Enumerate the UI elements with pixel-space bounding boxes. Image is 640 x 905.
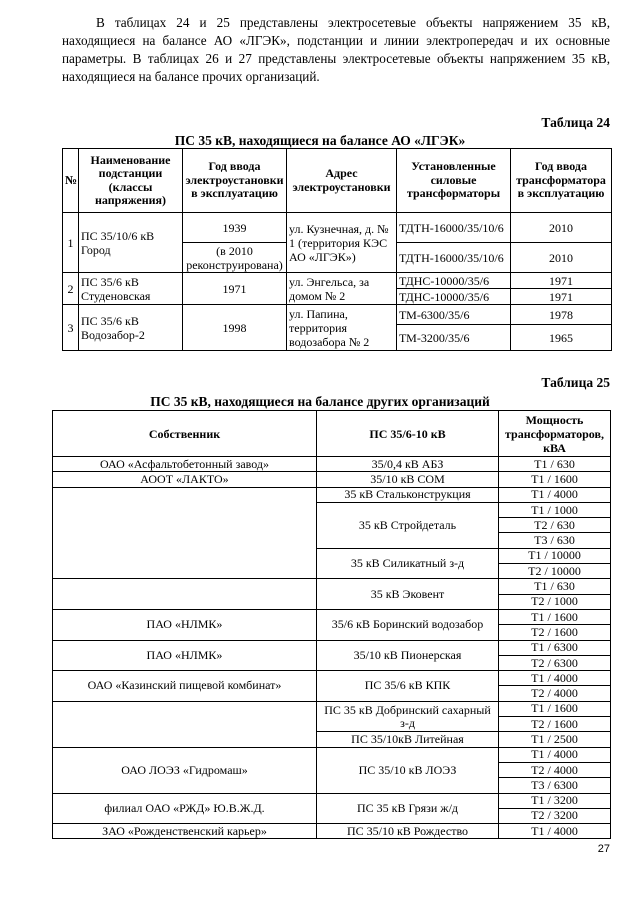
substation: 35/0,4 кВ АБЗ xyxy=(317,457,499,472)
table-row xyxy=(53,472,611,487)
table-25-label: Таблица 25 xyxy=(541,375,610,390)
substation: ПС 35/6 кВ КПК xyxy=(317,671,499,702)
owner xyxy=(53,701,317,747)
transformer-power: Т3 / 6300 xyxy=(499,778,611,793)
substation: 35 кВ Силикатный з-д xyxy=(317,548,499,579)
transformer-power: Т1 / 1600 xyxy=(499,609,611,624)
transformer: ТМ-6300/35/6 xyxy=(397,305,511,325)
transformer-power: Т3 / 630 xyxy=(499,533,611,548)
substation: 35 кВ Стальконструкция xyxy=(317,487,499,502)
transformer: ТДТН-16000/35/10/6 xyxy=(397,243,511,273)
commission-year: 1939 xyxy=(183,213,287,243)
header-substation: ПС 35/6-10 кВ xyxy=(317,411,499,457)
substation-name: ПС 35/6 кВ Водозабор-2 xyxy=(79,305,183,351)
table-row xyxy=(63,213,612,243)
transformer-year: 2010 xyxy=(511,243,612,273)
transformer-power: Т1 / 2500 xyxy=(499,732,611,747)
substation: ПС 35 кВ Грязи ж/д xyxy=(317,793,499,824)
transformer-power: Т1 / 4000 xyxy=(499,487,611,502)
table-25-header-row xyxy=(53,411,611,457)
table-row xyxy=(53,487,611,502)
transformer-power: Т2 / 4000 xyxy=(499,762,611,777)
table-row xyxy=(53,609,611,624)
transformer-power: Т1 / 4000 xyxy=(499,671,611,686)
row-number: 2 xyxy=(63,273,79,305)
owner: ОАО ЛОЭЗ «Гидромаш» xyxy=(53,747,317,793)
header-power: Мощность трансформаторов, кВА xyxy=(499,411,611,457)
page-number: 27 xyxy=(597,843,610,855)
substation-name: ПС 35/6 кВ Студеновская xyxy=(79,273,183,305)
transformer-power: Т1 / 1600 xyxy=(499,701,611,716)
table-row xyxy=(53,640,611,655)
address: ул. Папина, территория водозабора № 2 xyxy=(287,305,397,351)
transformer-power: Т2 / 3200 xyxy=(499,808,611,823)
address: ул. Энгельса, за домом № 2 xyxy=(287,273,397,305)
commission-year: 1998 xyxy=(183,305,287,351)
transformer-power: Т2 / 1000 xyxy=(499,594,611,609)
header-transformer-year: Год ввода трансформатора в эксплуатацию xyxy=(511,149,612,213)
table-24-label: Таблица 24 xyxy=(541,115,610,130)
owner xyxy=(53,487,317,579)
transformer-power: Т2 / 10000 xyxy=(499,564,611,579)
transformer: ТДТН-16000/35/10/6 xyxy=(397,213,511,243)
substation-name: ПС 35/10/6 кВ Город xyxy=(79,213,183,273)
owner: ЗАО «Рожденственский карьер» xyxy=(53,824,317,839)
transformer-power: Т2 / 630 xyxy=(499,518,611,533)
transformer-power: Т1 / 4000 xyxy=(499,824,611,839)
transformer-power: Т1 / 1000 xyxy=(499,502,611,517)
substation: 35/6 кВ Боринский водозабор xyxy=(317,609,499,640)
owner: ПАО «НЛМК» xyxy=(53,640,317,671)
transformer-power: Т1 / 4000 xyxy=(499,747,611,762)
transformer: ТДНС-10000/35/6 xyxy=(397,273,511,289)
table-row xyxy=(63,273,612,289)
table-25-title: ПС 35 кВ, находящиеся на балансе других организаций xyxy=(150,394,490,409)
substation: 35/10 кВ СОМ xyxy=(317,472,499,487)
substation: 35 кВ Стройдеталь xyxy=(317,502,499,548)
transformer-power: Т1 / 3200 xyxy=(499,793,611,808)
owner: ОАО «Казинский пищевой комбинат» xyxy=(53,671,317,702)
transformer-power: Т2 / 1600 xyxy=(499,717,611,732)
header-year: Год ввода электроустановки в эксплуатацию xyxy=(183,149,287,213)
substation: ПС 35 кВ Добринский сахарный з-д xyxy=(317,701,499,732)
table-24-title: ПС 35 кВ, находящиеся на балансе АО «ЛГЭК» xyxy=(174,133,466,148)
table-row xyxy=(53,793,611,808)
transformer-power: Т1 / 6300 xyxy=(499,640,611,655)
transformer-power: Т2 / 6300 xyxy=(499,655,611,670)
row-number: 3 xyxy=(63,305,79,351)
transformer-power: Т1 / 1600 xyxy=(499,472,611,487)
transformer-year: 1965 xyxy=(511,325,612,351)
transformer-power: Т1 / 10000 xyxy=(499,548,611,563)
table-25 xyxy=(52,410,611,839)
substation: 35/10 кВ Пионерская xyxy=(317,640,499,671)
transformer-power: Т1 / 630 xyxy=(499,579,611,594)
owner xyxy=(53,579,317,610)
header-owner: Собственник xyxy=(53,411,317,457)
transformer-year: 2010 xyxy=(511,213,612,243)
header-address: Адрес электроустановки xyxy=(287,149,397,213)
table-row xyxy=(53,457,611,472)
transformer-year: 1978 xyxy=(511,305,612,325)
owner: филиал ОАО «РЖД» Ю.В.Ж.Д. xyxy=(53,793,317,824)
substation: ПС 35/10кВ Литейная xyxy=(317,732,499,747)
commission-year: 1971 xyxy=(183,273,287,305)
header-name: Наименование подстанции (классы напряжения) xyxy=(79,149,183,213)
table-row xyxy=(53,824,611,839)
table-24-header-row xyxy=(63,149,612,213)
row-number: 1 xyxy=(63,213,79,273)
substation: ПС 35/10 кВ Рождество xyxy=(317,824,499,839)
transformer-year: 1971 xyxy=(511,273,612,289)
table-row xyxy=(63,305,612,325)
table-row xyxy=(53,671,611,686)
transformer-power: Т1 / 630 xyxy=(499,457,611,472)
table-row xyxy=(53,747,611,762)
intro-paragraph: В таблицах 24 и 25 представлены электросетевые объекты напряжением 35 кВ, находящиеся на балансе АО «ЛГЭК», подстанции и линии электропередач и их основные параметры. В таблицах 26 и 27 представлены электросетевые объекты напряжением 35 кВ, находящиеся на балансе прочих организаций. xyxy=(62,15,610,84)
owner: ОАО «Асфальтобетонный завод» xyxy=(53,457,317,472)
transformer-year: 1971 xyxy=(511,289,612,305)
transformer: ТМ-3200/35/6 xyxy=(397,325,511,351)
reconstruction-note: (в 2010 реконструирована) xyxy=(183,243,287,273)
address: ул. Кузнечная, д. № 1 (территория КЭС АО «ЛГЭК») xyxy=(287,213,397,273)
transformer-power: Т2 / 4000 xyxy=(499,686,611,701)
table-24 xyxy=(62,148,612,351)
header-transformers: Установленные силовые трансформаторы xyxy=(397,149,511,213)
owner: АООТ «ЛАКТО» xyxy=(53,472,317,487)
header-num: № xyxy=(63,149,79,213)
owner: ПАО «НЛМК» xyxy=(53,609,317,640)
transformer: ТДНС-10000/35/6 xyxy=(397,289,511,305)
table-row xyxy=(53,579,611,594)
table-row xyxy=(53,701,611,716)
substation: ПС 35/10 кВ ЛОЭЗ xyxy=(317,747,499,793)
transformer-power: Т2 / 1600 xyxy=(499,625,611,640)
substation: 35 кВ Эковент xyxy=(317,579,499,610)
